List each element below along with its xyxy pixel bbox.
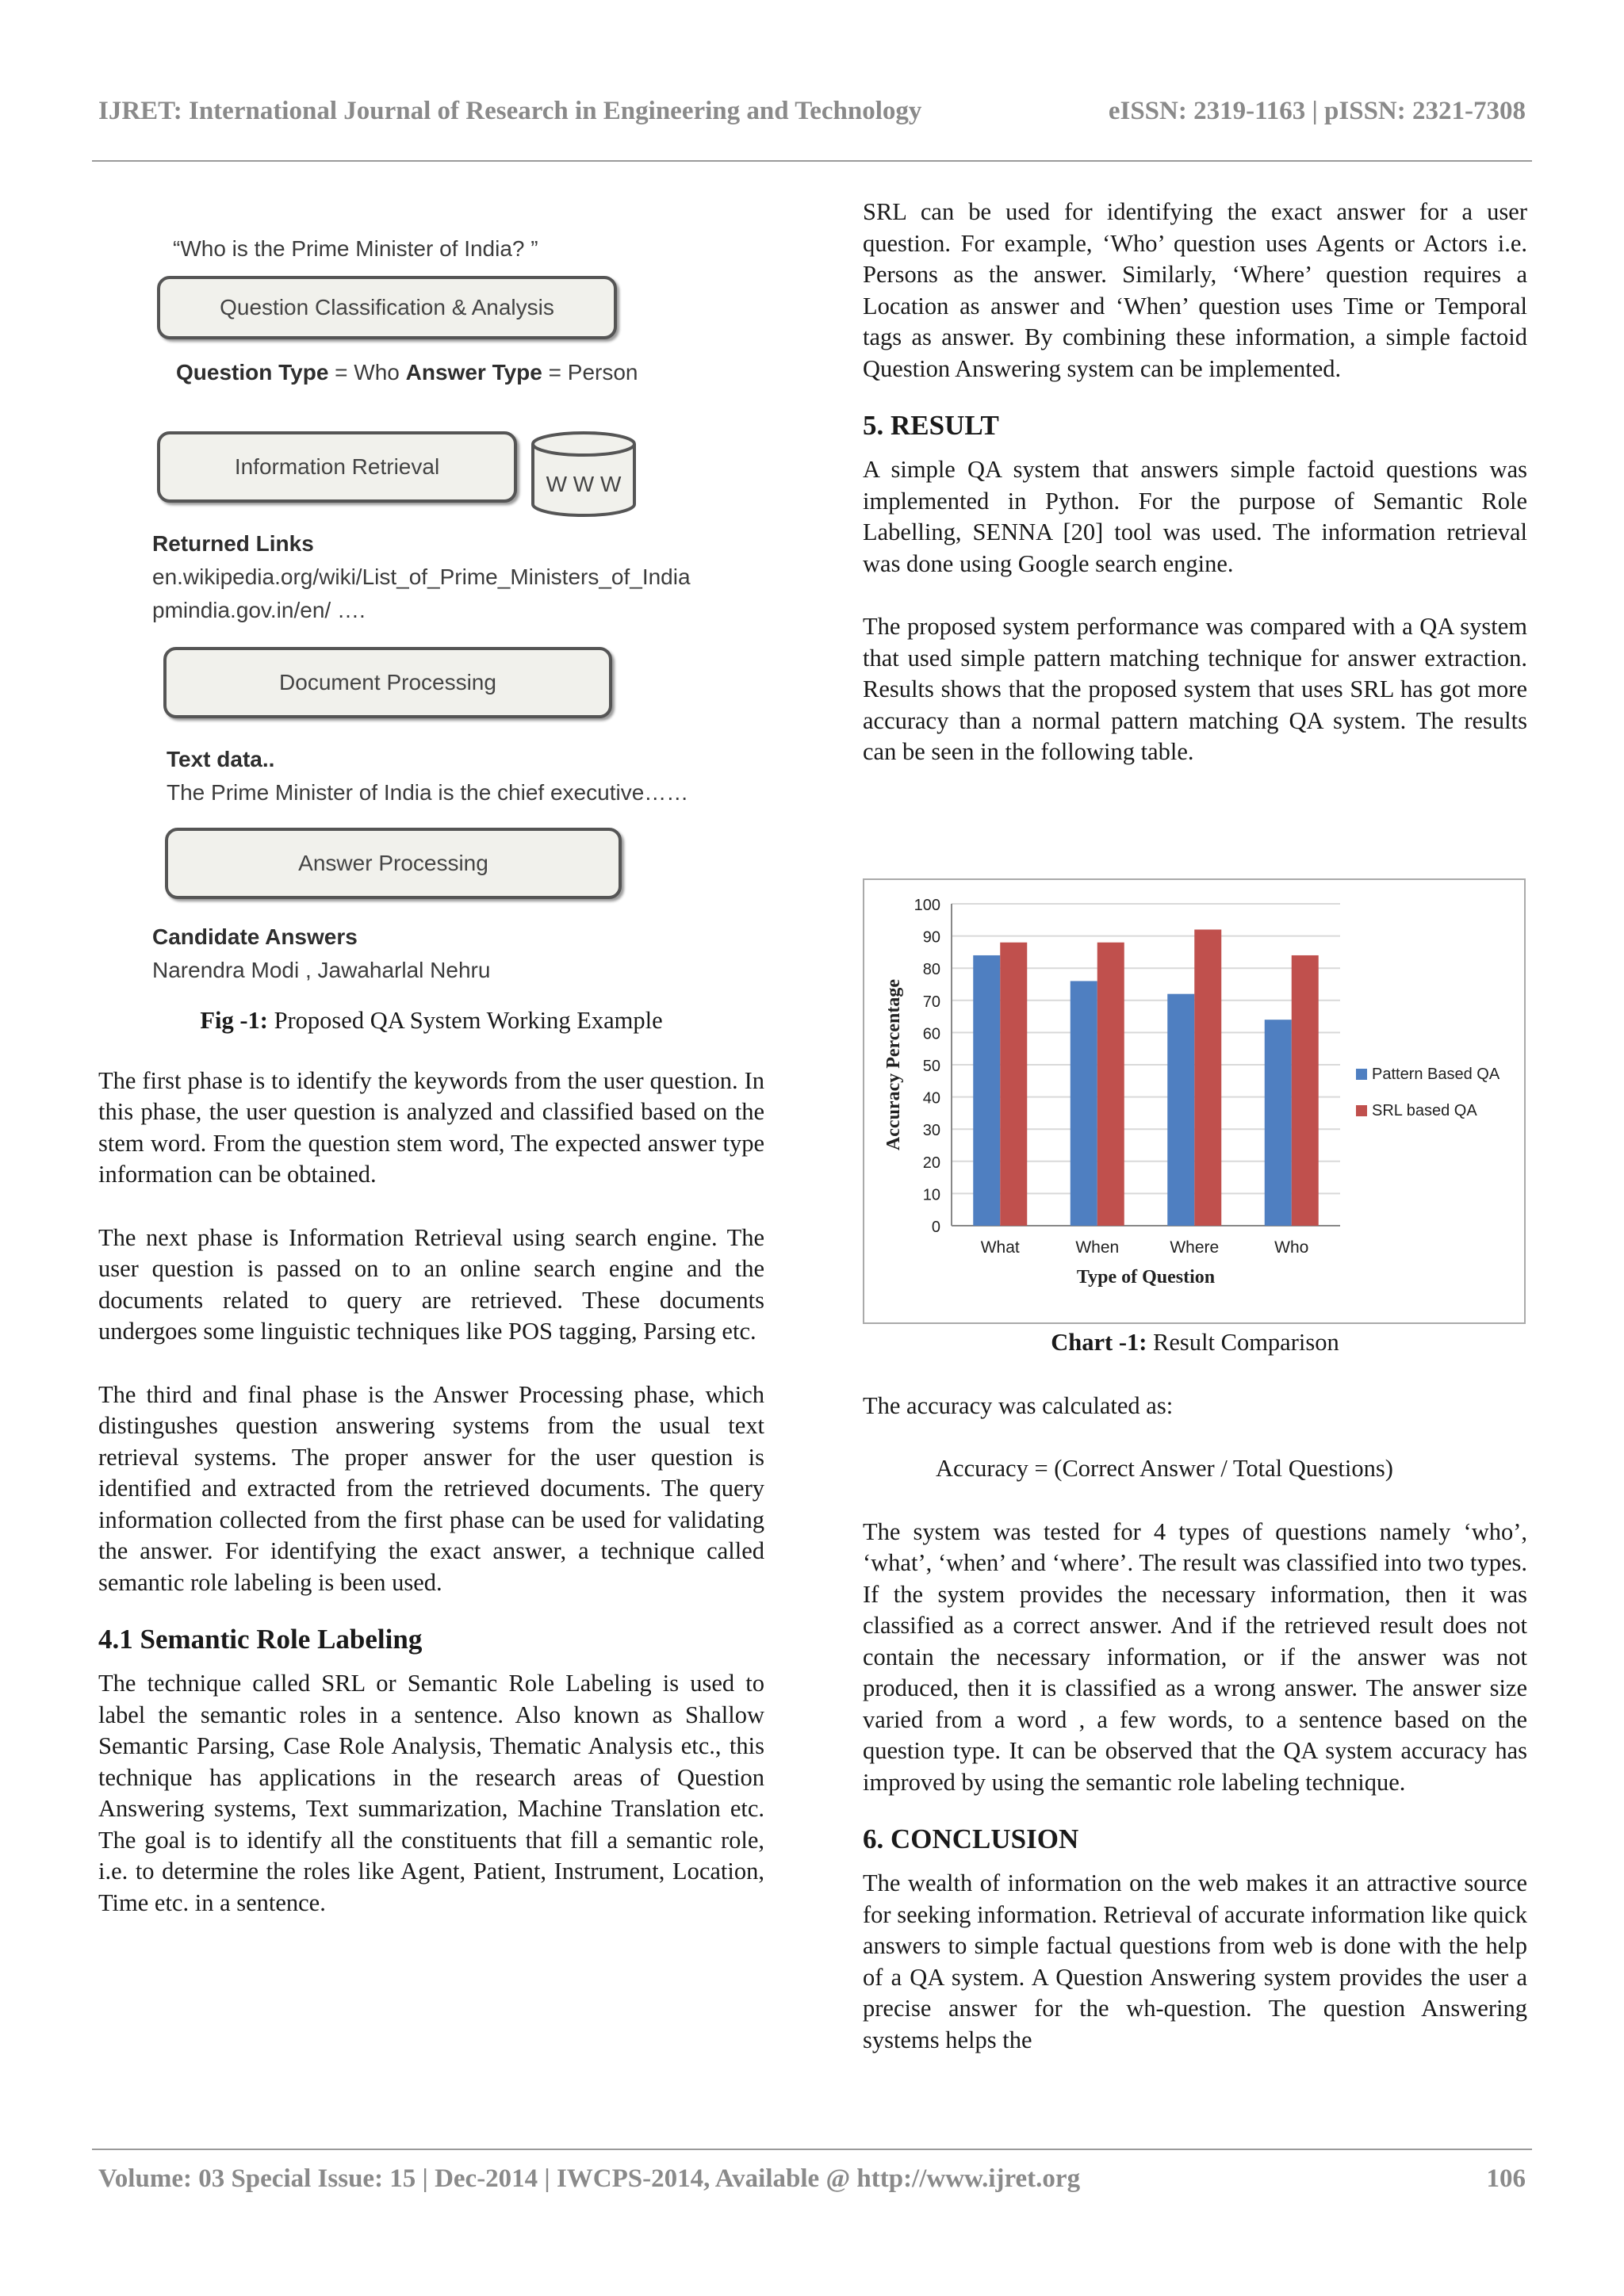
legend-label: Pattern Based QA: [1372, 1066, 1500, 1083]
y-tick-label: 90: [922, 928, 940, 947]
bar-srl-where: [1194, 929, 1221, 1226]
chart-caption: [863, 1327, 1527, 1359]
box-question-classification: Question Classification & Analysis: [157, 276, 617, 339]
journal-title: IJRET: International Journal of Research in Engineering and Technology: [98, 97, 922, 125]
question-type-line: [176, 360, 638, 385]
question-type-label: Question Type: [176, 360, 329, 385]
y-tick-label: 20: [922, 1154, 940, 1172]
y-tick-label: 70: [922, 993, 940, 1011]
right-paragraph-3: The proposed system performance was compared with a QA system that used simple pattern matching technique for answer extraction. Results shows that the proposed system that uses SRL has got more accuracy than a normal pattern matching QA system. The results can be seen in the following table.: [863, 613, 1527, 765]
bar-pattern-where: [1167, 994, 1194, 1226]
bar-srl-who: [1292, 955, 1319, 1226]
left-paragraph-2: The next phase is Information Retrieval using search engine. The user question is passed on to an online search engine and the documents related to query are retrieved. These documents undergoes some linguistic techniques like POS tagging, Parsing etc.: [98, 1223, 764, 1345]
left-column: [98, 1005, 764, 1919]
y-tick-label: 40: [922, 1089, 940, 1108]
legend-swatch: [1356, 1105, 1367, 1116]
chart-caption-text: Result Comparison: [1147, 1329, 1339, 1356]
footer-volume-info: Volume: 03 Special Issue: 15 | Dec-2014 | IWCPS-2014, Available @ http://www.ijret.org: [98, 2164, 1081, 2193]
footer-rule: [92, 2149, 1532, 2150]
bar-pattern-who: [1265, 1020, 1292, 1226]
answer-type-value: = Person: [542, 360, 638, 385]
y-tick-label: 100: [914, 897, 940, 914]
section-heading-result: 5. RESULT: [863, 410, 999, 441]
answer-type-label: Answer Type: [405, 360, 542, 385]
left-paragraph-3: The third and final phase is the Answer Processing phase, which distingushes question answering systems from the usual text retrieval systems. The proper answer for the user question is identified and extracted from the retrieved documents. The query information collected from the first phase can be used for validating the answer. For identifying the exact answer, a technique called semantic role labeling is been used.: [98, 1380, 764, 1596]
y-tick-label: 50: [922, 1058, 940, 1075]
text-data-value: The Prime Minister of India is the chief executive……: [167, 780, 689, 805]
result-comparison-chart: [863, 878, 1526, 1324]
x-tick-label: Where: [1170, 1238, 1220, 1257]
y-tick-label: 0: [931, 1219, 940, 1236]
right-column-bottom: [863, 1327, 1527, 2056]
box-document-processing: Document Processing: [163, 647, 612, 718]
link-pmindia: pmindia.gov.in/en/ ….: [152, 598, 366, 622]
x-tick-label: When: [1075, 1238, 1120, 1257]
x-axis-title: Type of Question: [1076, 1267, 1216, 1288]
link-wikipedia: en.wikipedia.org/wiki/List_of_Prime_Ministers_of_India: [152, 564, 691, 589]
chart-caption-label: Chart -1:: [1051, 1329, 1147, 1356]
page-header: [98, 97, 1526, 136]
left-paragraph-1: The first phase is to identify the keywords from the user question. In this phase, the user question is analyzed and classified based on the stem word. From the question stem word, The expected answer type information can be obtained.: [98, 1066, 764, 1188]
page-footer: [98, 2164, 1526, 2204]
figure-caption-text: Proposed QA System Working Example: [267, 1007, 663, 1034]
y-tick-label: 30: [922, 1122, 940, 1140]
www-label: W W W: [546, 472, 622, 496]
accuracy-formula: Accuracy = (Correct Answer / Total Questions): [936, 1455, 1393, 1482]
right-column-top: [863, 197, 1527, 768]
y-axis-title: Accuracy Percentage: [883, 978, 904, 1151]
bar-pattern-when: [1071, 981, 1097, 1226]
question-type-value: = Who: [328, 360, 406, 385]
right-paragraph-1: SRL can be used for identifying the exact answer for a user question. For example, ‘Who’ question uses Agents or Actors i.e. Persons as the answer. Similarly, ‘Where’ question requires a Location as answer and ‘When’ question uses Time or Temporal tags as answer. By combining these information, a simple factoid Question Answering system can be implemented.: [863, 198, 1527, 382]
legend-label: SRL based QA: [1372, 1102, 1477, 1119]
figure-caption: [98, 1005, 764, 1037]
box-information-retrieval: Information Retrieval: [157, 431, 517, 503]
y-tick-label: 10: [922, 1186, 940, 1204]
y-tick-label: 80: [922, 961, 940, 979]
qa-system-figure: [143, 220, 769, 989]
returned-links-label: Returned Links: [152, 531, 314, 556]
right-paragraph-2: A simple QA system that answers simple factoid questions was implemented in Python. For the purpose of Semantic Role Labelling, SENNA [20] tool was used. The information retrieval was done using Google search engine.: [863, 456, 1527, 577]
y-tick-label: 60: [922, 1025, 940, 1043]
left-paragraph-4: The technique called SRL or Semantic Role Labeling is used to label the semantic roles in a sentence. Also known as Shallow Semantic Parsing, Case Role Analysis, Thematic Analysis etc., this technique has applications in the research areas of Question Answering systems, Text summarization, Machine Translation etc. The goal is to identify all the constituents that fill a semantic role, i.e. to determine the roles like Agent, Patient, Instrument, Location, Time etc. in a sentence.: [98, 1670, 764, 1916]
www-database-icon: [528, 428, 639, 520]
issn-text: eISSN: 2319-1163 | pISSN: 2321-7308: [1108, 97, 1526, 125]
right-paragraph-5: The system was tested for 4 types of questions namely ‘who’, ‘what’, ‘when’ and ‘where’. The result was classified into two types. If the system provides the necessary information, then it was classified as a correct answer. And if the retrieved result does not contain the necessary information, or if the answer was not produced, then it is classified as a wrong answer. The answer size varied from a word , a few words, to a sentence based on the question type. It can be observed that the QA system accuracy has improved by using the semantic role labeling technique.: [863, 1517, 1527, 1796]
accuracy-intro: The accuracy was calculated as:: [863, 1391, 1174, 1419]
chart-svg: [864, 880, 1524, 1322]
page-number: 106: [1486, 2164, 1526, 2193]
figure-question: “Who is the Prime Minister of India? ”: [173, 236, 538, 261]
text-data-label: Text data..: [167, 747, 275, 771]
header-rule: [92, 160, 1532, 162]
section-heading-conclusion: 6. CONCLUSION: [863, 1823, 1079, 1854]
candidate-answers-value: Narendra Modi , Jawaharlal Nehru: [152, 958, 491, 982]
figure-caption-label: Fig -1:: [200, 1007, 268, 1034]
bar-srl-what: [1000, 943, 1027, 1226]
x-tick-label: Who: [1274, 1238, 1309, 1257]
legend-swatch: [1356, 1069, 1367, 1080]
box-answer-processing: Answer Processing: [165, 828, 622, 899]
section-heading-4-1: 4.1 Semantic Role Labeling: [98, 1624, 423, 1655]
bar-pattern-what: [973, 955, 1000, 1226]
right-paragraph-6: The wealth of information on the web makes it an attractive source for seeking information. Retrieval of accurate information like quick answers to simple factual questions from web is done with the help of a QA system. A Question Answering system provides the user a precise answer for the wh-question. The question Answering systems helps the: [863, 1869, 1527, 2053]
candidate-answers-label: Candidate Answers: [152, 924, 358, 949]
x-tick-label: What: [980, 1238, 1020, 1257]
bar-srl-when: [1097, 943, 1124, 1226]
